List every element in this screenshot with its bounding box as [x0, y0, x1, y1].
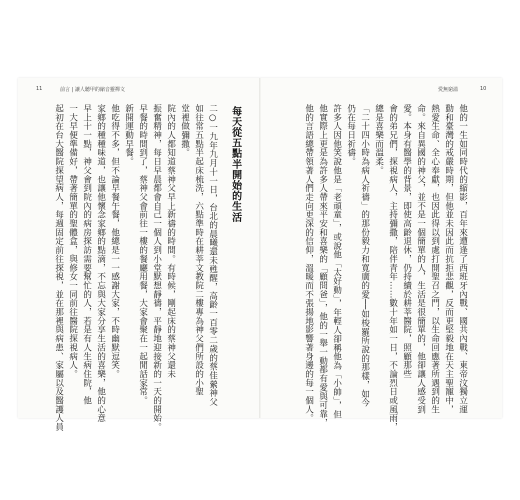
right-text-line-8: 「二十四小時為病人祈禱」的那份毅力和寬廣的愛──如梭羅所說的那樣，如今: [359, 104, 370, 407]
left-text-line-11: 一大早便準備好，帶著簡單的聖體盒，與修女一同前往醫院探視病人。: [67, 104, 78, 379]
left-text-line-9: 家鄉的種種味道，也讓他懷念家鄉的點滴，不忘與大家分享生活的喜樂，他的心意: [95, 104, 106, 423]
right-text-line-4: 命。來自異國的神父，並不是一個簡單的人，生活是很簡單的，他卻讓人感受到: [415, 104, 426, 414]
right-text-line-6: 會的弟兄們，探視病人，主持彌撒，陪伴青年……數十年如一日，不論烈日或風雨，: [387, 104, 398, 432]
section-heading: 每天從五點半開始的生活: [229, 106, 241, 223]
right-running-title: 愛無窮溢: [438, 87, 459, 93]
left-text-line-8: 他吃得不多，但不論早餐午餐，他總是一一感謝大家，不時幽默逗笑。: [109, 104, 120, 379]
right-text-line-2: 動和臺灣的戒嚴時期，但他並未因此而抗拒悲觀，反而更堅毅地在天主聖寵中，: [443, 104, 454, 414]
right-text-line-9: 仍在每日祈禱。: [345, 104, 356, 166]
left-text-line-7: 新開運動早餐。: [123, 104, 134, 166]
right-text-line-12: 他的言語總帶領著人們走向更深的信仰，溫暖而不張揚地影響著身邊的每一個人。: [303, 104, 314, 423]
book-gutter: [259, 78, 261, 418]
left-running-title: 前言 | 讓人聽甲的縮音靈禪文: [60, 87, 125, 93]
left-text-line-12: 起初在台大醫院探望病人，每週固定前往探視，並在那裡與病患、家屬以及醫護人員: [53, 104, 64, 432]
left-text-line-6: 早餐的時間到了，蔡神父會前往一樓的餐廳用餐，大家會聚在一起閒話家常。: [137, 104, 148, 405]
left-text-line-2: 如往常五點半起床梳洗，六點準時在耕莘文教院二樓專為神父們所設的小聖: [193, 104, 204, 397]
left-text-line-10: 早上十一點，神父會到院內的病房探訪需要幫忙的人，若是有人生病住院，他: [81, 104, 92, 405]
left-text-line-5: 振奮精神，每日早晨都會自己一個人到小堂默想靜禱，平靜地迎接新的一天的開始。: [151, 104, 162, 432]
right-text-line-3: 熱愛生命、全心奉獻，也因此得以到處打開聖召之門，以生命回應著所遇到的生: [429, 104, 440, 414]
right-text-line-10: 許多人因他笑說他是「老頑童」，或說他「太好動」，年輕人卻稱他為「小帥」，但: [331, 104, 342, 419]
left-page-number: 11: [36, 86, 43, 92]
right-text-line-7: 總是喜樂而溫柔。: [373, 104, 384, 175]
right-text-line-11: 他實際上更是為許多人帶來平安和喜樂的「顧問爸」，他的一舉一動都有愛與可靠，: [317, 104, 328, 428]
left-text-line-3: 堂裡做彌撒。: [179, 104, 190, 158]
right-text-line-1: 他的一生如同時代的縮影，百年來遭逢了西班牙內戰、國共內戰、東帝汶獨立運: [457, 104, 468, 414]
right-text-line-5: 愛。本身有醫學的背景，即使高齡退休，仍持續於耕莘醫院，照顧那些: [401, 104, 412, 379]
right-page-number: 10: [480, 86, 487, 92]
left-text-line-1: 二○一九年九月十一日，台北的晨曦還未甦醒，高齡一百零二歲的蔡佳縈神父: [207, 104, 218, 407]
left-text-line-4: 院內的人都知道蔡神父早上新禱的時間。有時候，剛起床的蔡神父還未: [165, 104, 176, 379]
